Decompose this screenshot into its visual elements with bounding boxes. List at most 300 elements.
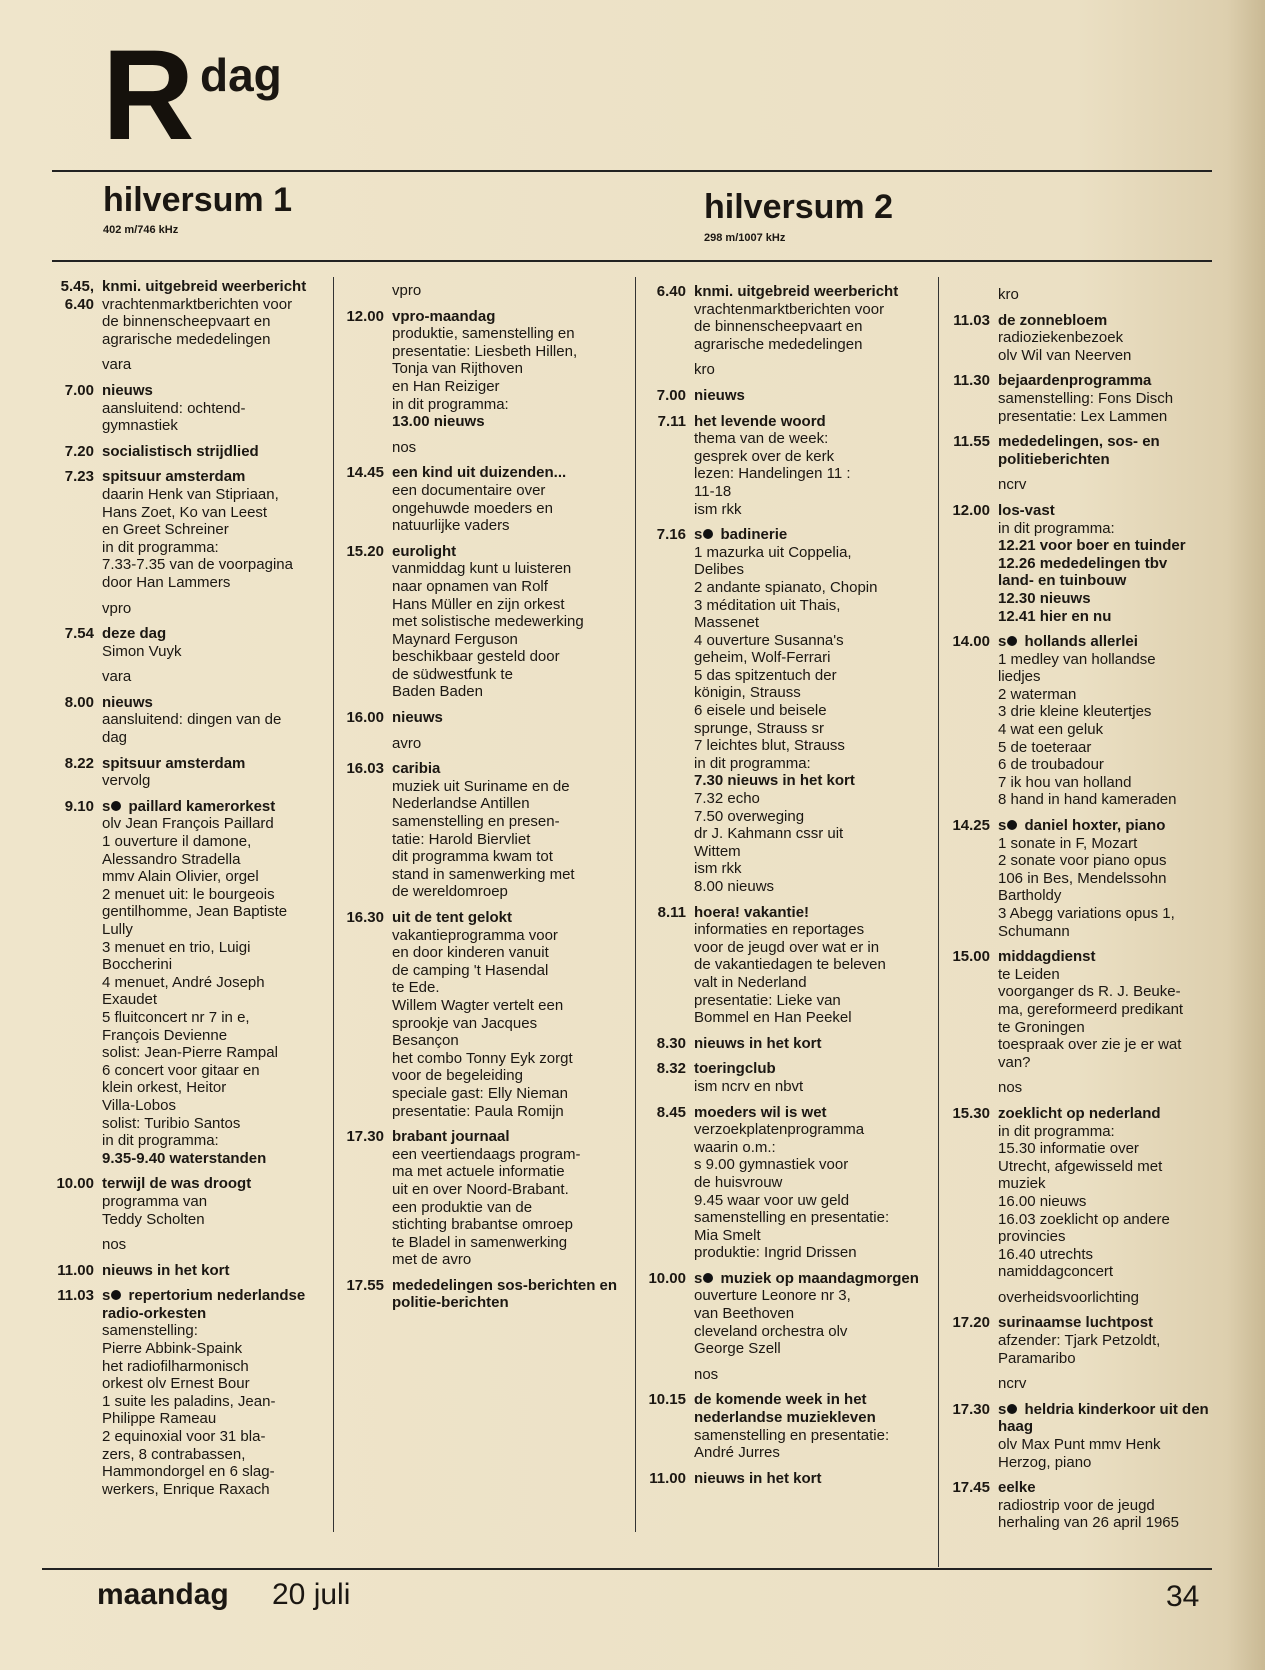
program-detail-line: 7.33-7.35 van de voorpagina [102,556,293,574]
program-title-text: caribia [392,760,441,778]
program-detail-line: 9.45 waar voor uw geld [694,1191,850,1209]
program-title [694,1104,931,1122]
program-body [998,633,1220,809]
program-highlight-line: 12.41 hier en nu [998,607,1112,625]
program-detail-line: ongehuwde moeders en [392,499,553,517]
program-time: 17.55 [346,1276,384,1294]
program-time: 11.55 [953,433,990,451]
program-detail-line: Teddy Scholten [102,1210,205,1228]
program-time: 17.20 [952,1314,990,1332]
footer-day: maandag [97,1578,229,1611]
program-title-text: brabant journaal [392,1128,510,1146]
program-body [998,1401,1220,1471]
program-detail-line: Willem Wagter vertelt een [392,996,564,1014]
program-title [694,904,931,922]
program-detail-line: in dit programma: [102,538,219,556]
program-detail-line: 2 equinoxial voor 31 bla- [102,1428,266,1446]
stereo-dot-icon [1007,636,1017,646]
program-entry [334,543,624,701]
program-entry [636,1391,931,1461]
program-detail-line: 6 eisele und beisele [694,702,827,720]
program-detail-line: ism rkk [694,860,742,878]
program-highlight-line: 7.30 nieuws in het kort [694,772,855,790]
program-detail-line: 1 mazurka uit Coppelia, [694,543,852,561]
program-detail-line: Nederlandse Antillen [392,795,530,813]
program-entry [334,760,624,901]
program-title-text: nieuws [102,381,153,399]
logo-suffix: dag [200,49,282,101]
program-time: 8.45 [656,1103,686,1121]
program-time: 15.20 [346,542,384,560]
program-title-text: spitsuur amsterdam [102,468,246,486]
program-time: 8.00 [64,693,94,711]
program-title [998,817,1220,835]
program-entry [334,464,624,534]
program-detail-line: gymnastiek [102,417,178,435]
program-title [102,1262,326,1280]
program-title-text: repertorium nederlandse radio-orkesten [102,1287,306,1322]
program-title-text: vpro-maandag [392,307,496,325]
program-time: 16.03 [346,760,384,778]
program-time: 10.00 [56,1175,94,1193]
program-detail-line: Bartholdy [998,887,1062,905]
program-time: 15.30 [952,1104,990,1122]
bottom-rule [42,1568,1212,1570]
program-detail-line: en Han Reiziger [392,377,500,395]
program-title [392,709,624,727]
program-detail-line: namiddagconcert [998,1263,1114,1281]
program-detail-line: 2 andante spianato, Chopin [694,578,878,596]
stereo-mark: s [694,1269,703,1287]
program-time: 8.11 [657,903,686,921]
program-title-text: eurolight [392,542,457,560]
footer-date: 20 juli [272,1578,351,1611]
program-time: 11.00 [57,1261,94,1279]
program-time: 7.20 [64,442,94,460]
program-time: 12.00 [952,501,990,519]
program-entry [636,904,931,1027]
program-body [694,413,931,519]
program-detail-line: stichting brabantse omroep [392,1216,573,1234]
program-entry [334,709,624,727]
program-detail-line: 15.30 informatie over [998,1140,1139,1158]
program-detail-line: agrarische mededelingen [694,335,863,353]
stereo-mark: s [998,633,1007,651]
program-body [392,1128,624,1269]
program-body [392,760,624,901]
program-body [102,468,326,591]
program-detail-line: ma met actuele informatie [392,1163,565,1181]
program-detail-line: te Ede. [392,979,440,997]
program-detail-line: 16.03 zoeklicht op andere [998,1210,1170,1228]
program-title [694,387,931,405]
stereo-mark: s [998,817,1007,835]
program-detail-line: 7.32 echo [694,790,760,808]
program-detail-line: Wittem [694,842,741,860]
program-time: 12.00 [346,307,384,325]
station-title-1: hilversum 1 [103,181,292,219]
program-detail-line: samenstelling: [102,1322,198,1340]
program-detail-line: de binnenscheepvaart en [694,318,863,336]
program-detail-line: s 9.00 gymnastiek voor [694,1156,849,1174]
program-detail-line: de camping 't Hasendal [392,961,549,979]
program-detail-line: solist: Jean-Pierre Rampal [102,1044,278,1062]
program-detail-line: 8.00 nieuws [694,878,775,895]
program-detail-line: Villa-Lobos [102,1096,176,1114]
schedule-column-2 [334,282,624,1320]
program-detail-line: te Groningen [998,1018,1085,1036]
program-detail-line: ism rkk [694,500,742,518]
program-detail-line: 5 fluitconcert nr 7 in e, [102,1008,250,1026]
program-detail-line: in dit programma: [694,754,811,772]
program-title [392,1128,624,1146]
program-title-text: socialistisch strijdlied [102,442,259,460]
program-time: 11.03 [57,1287,94,1305]
program-body [102,382,326,435]
program-detail-line: afzender: Tjark Petzoldt, [998,1332,1161,1350]
program-detail-line: stand in samenwerking met [392,865,575,883]
program-detail-line: 3 menuet en trio, Luigi [102,938,251,956]
program-highlight-line: 12.21 voor boer en tuinder [998,537,1186,555]
program-detail-line: het combo Tonny Eyk zorgt [392,1049,573,1067]
program-time: 7.54 [64,625,94,643]
program-entry [44,694,326,747]
program-body [694,1391,931,1461]
program-body [102,278,326,348]
program-detail-line: Paramaribo [998,1349,1076,1367]
program-detail-line: informaties en reportages [694,921,865,939]
program-body [998,1479,1220,1532]
program-title [392,543,624,561]
program-entry [44,278,326,348]
program-detail-line: sprunge, Strauss sr [694,719,825,737]
stereo-mark: s [102,797,111,815]
program-time: 9.10 [64,797,94,815]
program-detail-line: Utrecht, afgewisseld met [998,1157,1163,1175]
program-title-text: nieuws [392,709,443,727]
program-detail-line: presentatie: Lieke van [694,991,841,1009]
program-detail-line: 16.00 nieuws [998,1192,1087,1210]
program-title [998,633,1220,651]
program-entry [44,755,326,790]
program-entry [636,1035,931,1053]
program-detail-line: 7 leichtes blut, Strauss [694,737,845,755]
broadcaster-label: vara [102,668,132,686]
program-body [102,625,326,660]
program-body [392,308,624,431]
program-detail-line: Lully [102,921,133,938]
program-detail-line: in dit programma: [998,519,1115,537]
program-body [998,1314,1220,1367]
program-highlight-line: 12.30 nieuws [998,589,1091,607]
program-entry [940,817,1220,940]
program-detail-line: samenstelling en presentatie: [694,1209,890,1227]
program-detail-line: 2 menuet uit: le bourgeois [102,885,275,903]
program-detail-line: muziek [998,1175,1046,1193]
broadcaster-label: kro [694,361,715,379]
program-entry [940,1105,1220,1281]
program-detail-line: 2 waterman [998,685,1077,703]
program-detail-line: solist: Turibio Santos [102,1114,241,1132]
program-body [998,312,1220,365]
program-time: 11.30 [953,372,990,390]
program-entry [940,1314,1220,1367]
program-detail-line: muziek uit Suriname en de [392,777,570,795]
program-detail-line: en door kinderen vanuit [392,944,549,962]
program-title-text: daniel hoxter, piano [1024,817,1166,835]
program-detail-line: het radiofilharmonisch [102,1357,249,1375]
program-title-text: knmi. uitgebreid weerbericht [694,283,899,300]
program-title [998,948,1220,966]
program-body [102,1175,326,1228]
program-title-text: de zonnebloem [998,311,1108,329]
program-detail-line: een documentaire over [392,481,546,499]
program-detail-line: sprookje van Jacques [392,1014,538,1032]
program-detail-line: geheim, Wolf-Ferrari [694,649,831,667]
broadcaster-label: vpro [102,599,132,617]
program-entry [44,1175,326,1228]
program-detail-line: werkers, Enrique Raxach [102,1480,270,1498]
stereo-mark: s [102,1287,111,1305]
program-detail-line: 3 drie kleine kleutertjes [998,703,1152,721]
program-time: 7.23 [64,468,94,486]
program-detail-line: 7.50 overweging [694,807,805,825]
broadcaster-label: nos [392,438,417,456]
program-body [694,1104,931,1262]
program-detail-line: 4 wat een geluk [998,721,1104,739]
program-detail-line: vervolg [102,772,151,790]
program-detail-line: mmv Alain Olivier, orgel [102,868,259,886]
broadcaster-label: vara [102,356,132,374]
program-detail-line: 5 de toeteraar [998,738,1092,756]
program-detail-line: de südwestfunk te [392,665,513,683]
program-title [392,464,624,482]
program-detail-line: agrarische mededelingen [102,330,271,348]
program-entry [940,502,1220,625]
program-body [102,755,326,790]
program-title [694,283,931,301]
program-detail-line: ouverture Leonore nr 3, [694,1287,851,1305]
program-detail-line: Bommel en Han Peekel [694,1009,852,1027]
program-detail-line: Alessandro Stradella [102,850,241,868]
program-detail-line: voor de jeugd over wat er in [694,938,880,956]
program-detail-line: 4 ouverture Susanna's [694,631,844,649]
program-detail-line: 3 méditation uit Thais, [694,596,841,614]
program-body [392,909,624,1120]
program-body [998,372,1220,425]
program-detail-line: orkest olv Ernest Bour [102,1375,250,1393]
program-detail-line: aansluitend: ochtend- [102,399,246,417]
broadcaster-label: nos [694,1365,719,1383]
stereo-mark: s [694,526,703,544]
program-title [102,443,326,461]
program-time: 8.22 [64,754,94,772]
program-title [694,1060,931,1078]
program-title-text: deze dag [102,625,167,643]
program-entry [44,1262,326,1280]
program-body [694,387,931,405]
program-detail-line: in dit programma: [102,1132,219,1150]
program-detail-line: 3 Abegg variations opus 1, [998,905,1175,922]
program-title [102,382,326,400]
program-title [102,755,326,773]
program-title [102,694,326,712]
program-time: 5.45, 6.40 [60,278,94,313]
broadcaster-label: ncrv [998,1375,1027,1393]
program-detail-line: Massenet [694,614,760,632]
program-title [392,909,624,927]
program-entry [940,312,1220,365]
program-detail-line: 4 menuet, André Joseph [102,973,265,991]
logo-letter: R [102,24,191,167]
program-detail-line: radiostrip voor de jeugd [998,1496,1155,1514]
program-detail-line: radioziekenbezoek [998,329,1124,347]
program-detail-line: ism ncrv en nbvt [694,1077,804,1095]
program-entry [636,283,931,353]
program-detail-line: en Greet Schreiner [102,521,229,539]
program-detail-line: met de avro [392,1251,472,1269]
top-rule [52,170,1212,172]
program-title-text: middagdienst [998,948,1096,966]
program-detail-line: vrachtenmarktberichten voor [102,295,293,313]
program-detail-line: met solistische medewerking [392,613,584,631]
program-title-text: toeringclub [694,1060,776,1078]
broadcaster-label: nos [998,1079,1023,1097]
program-detail-line: verzoekplatenprogramma [694,1121,865,1139]
program-body [694,1470,931,1488]
program-entry [636,1060,931,1095]
program-title-text: nieuws [102,693,153,711]
program-detail-line: Hammondorgel en 6 slag- [102,1463,275,1481]
program-title [998,1479,1220,1497]
program-detail-line: 11-18 [694,482,732,500]
program-entry [636,1270,931,1358]
program-detail-line: speciale gast: Elly Nieman [392,1084,568,1102]
program-body [392,464,624,534]
program-entry [44,798,326,1167]
program-body [392,1277,624,1312]
program-detail-line: André Jurres [694,1444,780,1462]
program-detail-line: waarin o.m.: [694,1138,776,1156]
program-time: 10.00 [648,1269,686,1287]
program-detail-line: Boccherini [102,956,173,974]
program-detail-line: cleveland orchestra olv [694,1322,848,1340]
program-entry [636,413,931,519]
program-detail-line: produktie, samenstelling en [392,325,575,343]
program-detail-line: provincies [998,1228,1066,1246]
program-body [102,798,326,1167]
program-title [392,760,624,778]
program-body [998,817,1220,940]
program-detail-line: Simon Vuyk [102,642,182,660]
program-time: 11.03 [953,311,990,329]
program-body [102,443,326,461]
program-title-text: eelke [998,1479,1036,1497]
program-title-text: hoera! vakantie! [694,903,810,921]
broadcaster-label: overheidsvoorlichting [998,1288,1139,1306]
program-title [998,1105,1220,1123]
broadcaster-label: kro [998,286,1019,303]
program-entry [44,625,326,660]
program-detail-line: van? [998,1053,1031,1071]
program-entry [334,1128,624,1269]
program-title [998,372,1220,390]
program-detail-line: voorganger ds R. J. Beuke- [998,983,1181,1001]
program-time: 14.25 [952,817,990,835]
program-detail-line: tatie: Harold Biervliet [392,830,531,848]
program-detail-line: de binnenscheepvaart en [102,313,271,331]
program-detail-line: Pierre Abbink-Spaink [102,1340,243,1358]
program-detail-line: de huisvrouw [694,1173,783,1191]
program-detail-line: 6 concert voor gitaar en [102,1061,260,1079]
program-detail-line: de wereldomroep [392,883,508,901]
program-detail-line: beschikbaar gesteld door [392,648,560,666]
program-title [102,1287,326,1322]
program-title-text: bejaardenprogramma [998,372,1152,390]
program-detail-line: van Beethoven [694,1305,795,1323]
program-detail-line: een produktie van de [392,1198,533,1216]
program-detail-line: gesprek over de kerk [694,447,835,465]
program-entry [636,526,931,895]
program-detail-line: lezen: Handelingen 11 : [694,465,851,483]
program-title-text: surinaamse luchtpost [998,1314,1154,1332]
program-title-text: knmi. uitgebreid weerbericht [102,278,307,295]
program-detail-line: dr J. Kahmann cssr uit [694,825,844,843]
program-entry [44,382,326,435]
program-detail-line: een veertiendaags program- [392,1145,581,1163]
program-detail-line: 7 ik hou van holland [998,773,1132,791]
program-title-text: hollands allerlei [1024,633,1138,651]
program-detail-line: natuurlijke vaders [392,517,510,535]
program-detail-line: Tonja van Rijthoven [392,360,523,378]
program-detail-line: toespraak over zie je er wat [998,1036,1182,1054]
stereo-dot-icon [1007,820,1017,830]
program-title-text: het levende woord [694,412,826,430]
program-entry [44,1287,326,1498]
program-entry [334,1277,624,1312]
stereo-dot-icon [703,1273,713,1283]
program-title-text: muziek op maandagmorgen [720,1269,919,1287]
program-detail-line: presentatie: Lex Lammen [998,407,1168,425]
program-time: 14.45 [346,464,384,482]
program-title [102,1175,326,1193]
program-detail-line: presentatie: Liesbeth Hillen, [392,342,578,360]
program-time: 7.16 [656,526,686,544]
program-detail-line: thema van de week: [694,430,829,448]
program-title-text: los-vast [998,501,1055,519]
program-title [392,308,624,326]
program-detail-line: olv Wil van Neerven [998,346,1132,364]
program-title-text: uit de tent gelokt [392,909,512,926]
program-entry [636,387,931,405]
program-body [102,1262,326,1280]
program-body [998,948,1220,1071]
program-title-text: paillard kamerorkest [128,797,276,815]
schedule-column-3 [636,283,931,1495]
program-title-text: nieuws [694,386,745,404]
program-body [694,283,931,353]
program-body [998,1105,1220,1281]
program-detail-line: ma, gereformeerd predikant [998,1000,1184,1018]
program-detail-line: in dit programma: [998,1122,1115,1140]
program-title [694,1391,931,1426]
program-entry [636,1470,931,1488]
program-entry [940,1401,1220,1471]
program-detail-line: vrachtenmarktberichten voor [694,300,885,318]
section-logo [102,24,282,167]
program-entry [44,443,326,461]
program-title [102,468,326,486]
